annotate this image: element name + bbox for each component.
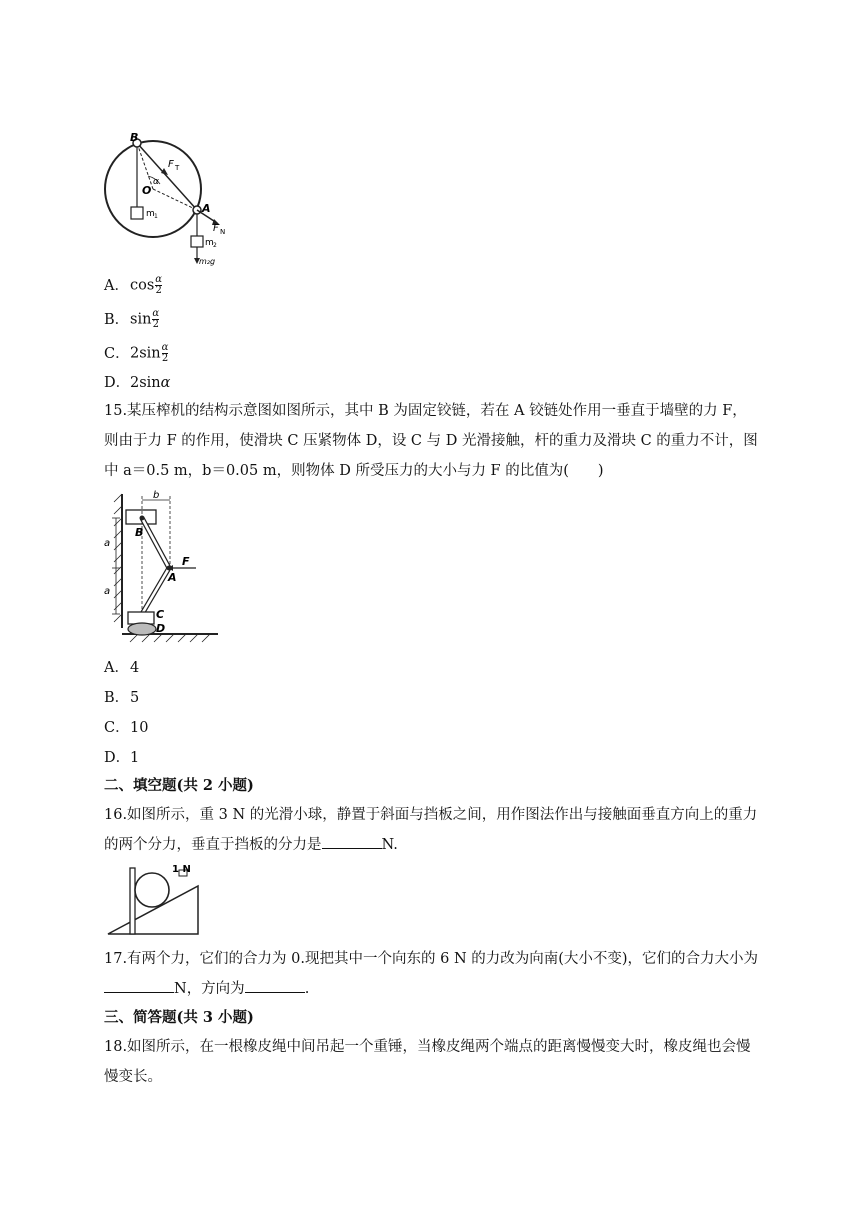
q14-option-c (104, 343, 168, 364)
fig2-label-C: C (156, 608, 165, 621)
q16-text-end: N. (381, 837, 398, 853)
fig2-label-a2: a (104, 586, 111, 597)
q17-text-end: . (304, 981, 310, 997)
figure-circle-pulley (100, 126, 230, 268)
frac-num: α (155, 274, 163, 285)
option-fraction (155, 275, 162, 296)
fig1-label-m2-sub: 2 (213, 242, 217, 249)
option-fraction (162, 343, 169, 364)
option-letter: C． (104, 345, 130, 362)
fig1-label-FN-sub: N (220, 228, 226, 236)
option-value: 5 (130, 690, 140, 706)
q15-option-d (104, 748, 139, 768)
frac-num: α (152, 308, 160, 319)
fig1-label-B: B (130, 131, 139, 144)
frac-den: 2 (152, 319, 159, 330)
figure-press-machine (100, 488, 230, 648)
q17-answer-blank-1[interactable] (104, 976, 174, 993)
fig1-label-O: O (142, 184, 152, 197)
fig1-label-FN: F (213, 223, 219, 234)
q16-answer-blank[interactable] (322, 832, 382, 849)
fig1-label-m2: m (205, 238, 214, 248)
fig3-label-weight: 1 N (172, 864, 191, 875)
fig2-label-D: D (156, 622, 166, 635)
option-letter: C． (104, 720, 130, 736)
q15-option-c (104, 718, 148, 738)
option-letter: B． (104, 690, 130, 706)
fig2-label-b: b (153, 490, 160, 501)
option-letter: D． (104, 375, 131, 391)
option-letter: D． (104, 750, 131, 766)
option-fraction (152, 309, 159, 330)
q15-option-b (104, 688, 139, 708)
q14-option-a (104, 275, 162, 296)
fig2-label-a1: a (104, 538, 111, 549)
section-heading-short-answer: 三、简答题(共 3 小题) (104, 1009, 254, 1026)
fig1-label-m1-sub: 1 (154, 213, 158, 220)
q15-question-text: 15.某压榨机的结构示意图如图所示，其中 B 为固定铰链，若在 A 铰链处作用一垂直于墙壁的力 F，则由于力 F 的作用，使滑块 C 压紧物体 D，设 C 与 D 光滑接触，杆的重力及滑块 C 的重力不计，图中 a＝0.5 m，b＝0.05 m，则物体 D 所受压力的大小与力 F 的比值为( ) (104, 403, 758, 479)
q14-option-b (104, 309, 159, 330)
q17-text-mid: N，方向为 (174, 981, 245, 997)
option-func: 2sin (130, 375, 161, 391)
option-func: sin (130, 311, 152, 328)
fig1-label-FT-sub: T (175, 164, 180, 172)
figure-ball-incline (104, 860, 204, 940)
fig1-label-m2g: m₂g (199, 257, 216, 266)
q17-text: 17.有两个力，它们的合力为 0.现把其中一个向东的 6 N 的力改为向南(大小不变)，它们的合力大小为 (104, 951, 759, 967)
option-value: 10 (130, 720, 149, 736)
q18-question-text: 18.如图所示，在一根橡皮绳中间吊起一个重锤，当橡皮绳两个端点的距离慢慢变大时，橡皮绳也会慢慢变长。 (104, 1039, 751, 1085)
fig1-label-A: A (202, 202, 211, 215)
option-value: 1 (130, 750, 140, 766)
section-heading-fill-in: 二、填空题(共 2 小题) (104, 777, 254, 794)
q15-option-a (104, 658, 139, 678)
option-func: 2sin (130, 345, 161, 362)
fig1-label-FT: F (168, 159, 174, 170)
fig2-label-B: B (135, 526, 144, 539)
frac-num: α (161, 342, 169, 353)
q16-text: 16.如图所示，重 3 N 的光滑小球，静置于斜面与挡板之间，用作图法作出与接触面垂直方向上的重力的两个分力，垂直于挡板的分力是 (104, 807, 758, 853)
fig2-label-A: A (168, 571, 177, 584)
fig1-label-alpha: α (153, 177, 159, 187)
option-letter: A． (104, 277, 129, 294)
q17-question (104, 944, 759, 1004)
option-letter: B． (104, 311, 130, 328)
q14-option-d (104, 373, 170, 393)
option-value: 4 (130, 660, 140, 676)
option-func: cos (130, 277, 155, 294)
frac-den: 2 (155, 285, 162, 296)
q16-question (104, 800, 759, 860)
fig1-label-m1: m (146, 209, 155, 219)
option-alpha: α (160, 375, 171, 391)
option-letter: A． (104, 660, 129, 676)
fig2-label-F: F (182, 555, 190, 568)
frac-den: 2 (161, 353, 169, 364)
q17-answer-blank-2[interactable] (245, 976, 305, 993)
